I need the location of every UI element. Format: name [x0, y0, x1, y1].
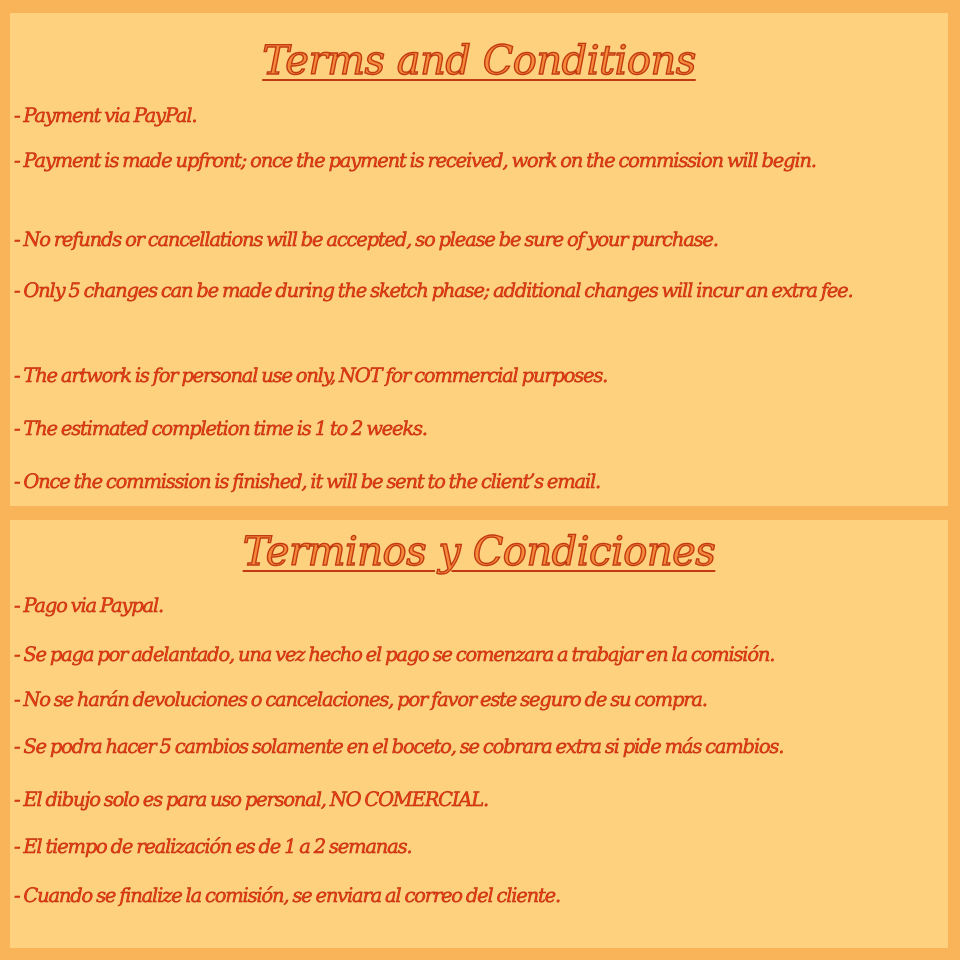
- term-item-payment-method: - Pago via Paypal.: [14, 594, 163, 617]
- term-item-completion-time: - The estimated completion time is 1 to 2 weeks.: [14, 417, 427, 440]
- term-item-no-refunds: - No se harán devoluciones o cancelaciones, por favor este seguro de su compra.: [14, 688, 707, 711]
- term-item-sketch-changes: - Only 5 changes can be made during the sketch phase; additional changes will incur an extra fee.: [14, 279, 853, 302]
- term-item-upfront-payment: - Se paga por adelantado, una vez hecho el pago se comenzara a trabajar en la comisión.: [14, 643, 775, 666]
- term-item-personal-use: - El dibujo solo es para uso personal, NO COMERCIAL.: [14, 788, 489, 811]
- term-item-personal-use: - The artwork is for personal use only, NOT for commercial purposes.: [14, 364, 608, 387]
- term-item-payment-method: - Payment via PayPal.: [14, 104, 197, 127]
- term-item-no-refunds: - No refunds or cancellations will be accepted, so please be sure of your purchase.: [14, 228, 718, 251]
- term-item-sketch-changes: - Se podra hacer 5 cambios solamente en el boceto, se cobrara extra si pide más cambios.: [14, 735, 784, 758]
- term-item-upfront-payment: - Payment is made upfront; once the payment is received, work on the commission will begin.: [14, 149, 816, 172]
- terms-panel-english: [10, 13, 948, 506]
- term-item-delivery: - Once the commission is finished, it will be sent to the client’s email.: [14, 470, 601, 493]
- term-item-delivery: - Cuando se finalize la comisión, se enviara al correo del cliente.: [14, 884, 560, 907]
- terms-title-spanish: Terminos y Condiciones: [242, 529, 716, 575]
- terms-title-english: Terms and Conditions: [262, 38, 696, 84]
- terms-panel-spanish: [10, 520, 948, 948]
- term-item-completion-time: - El tiempo de realización es de 1 a 2 semanas.: [14, 835, 412, 858]
